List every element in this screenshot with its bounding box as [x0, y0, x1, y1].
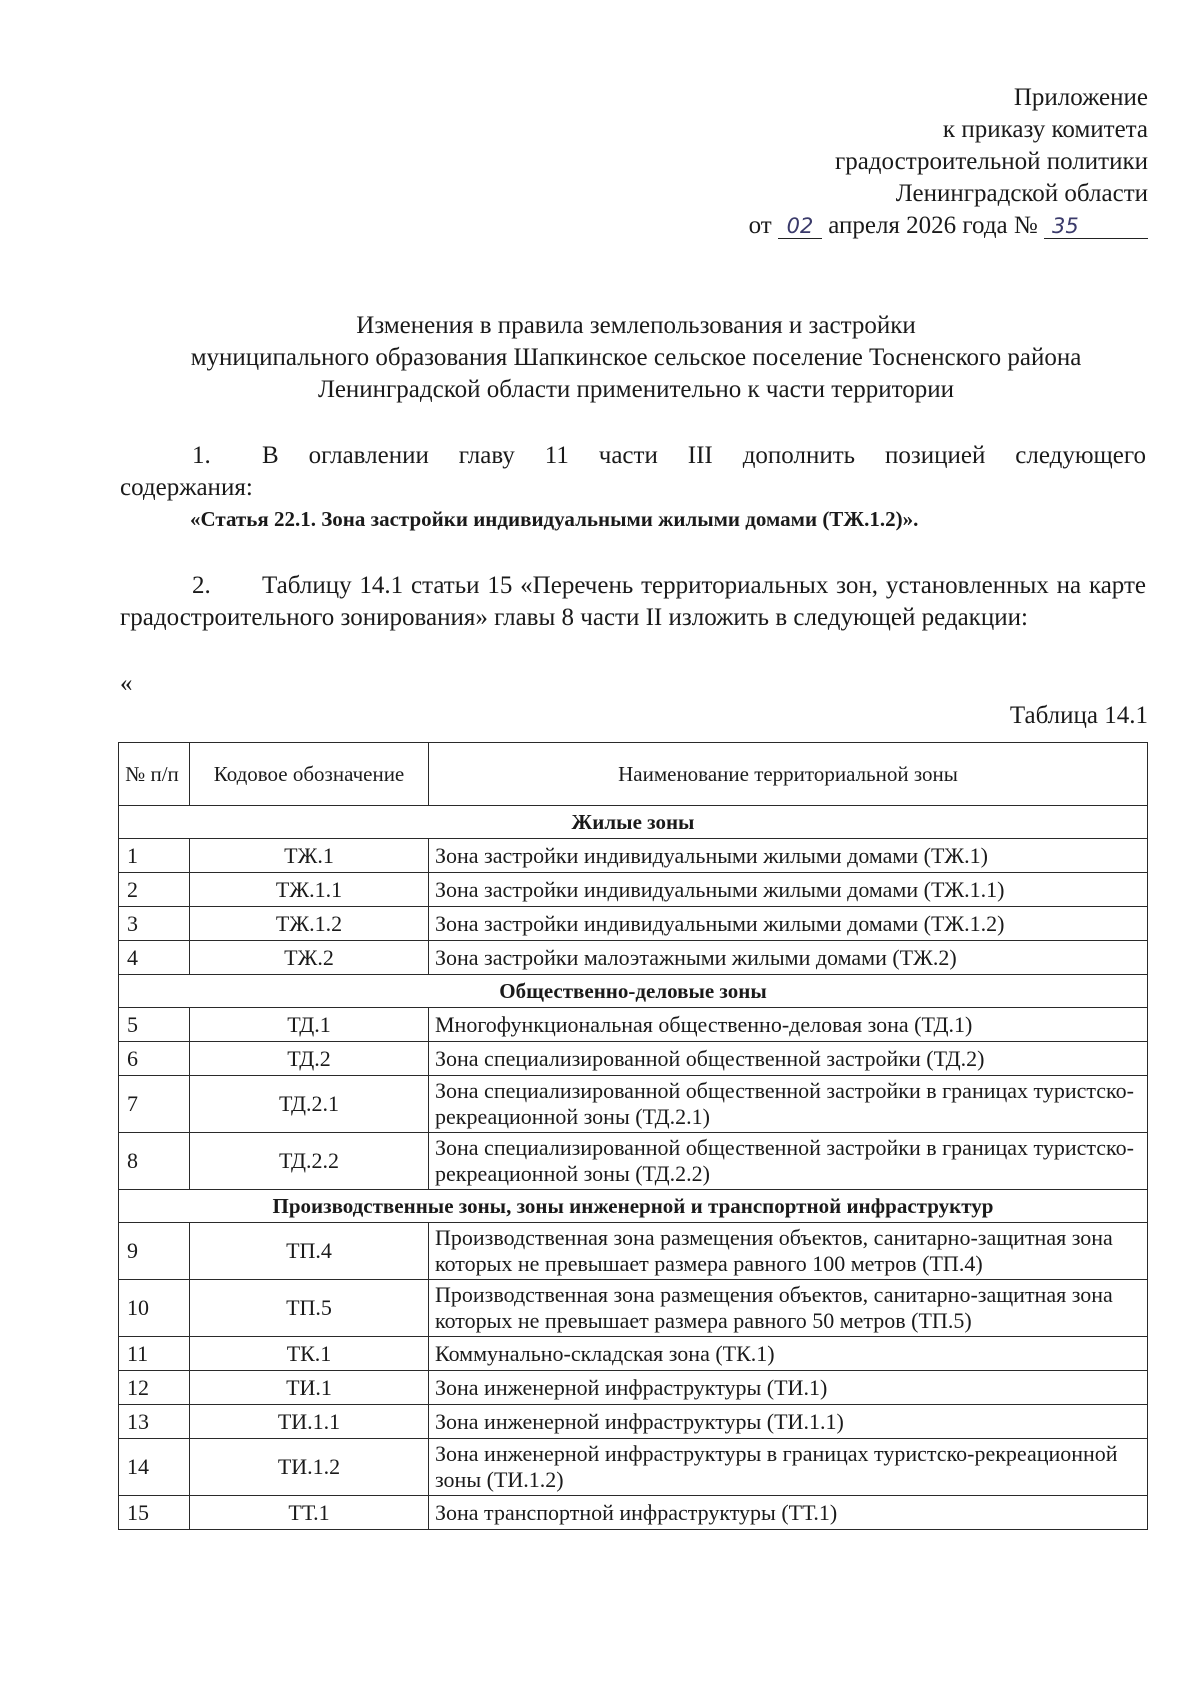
- row-number: 11: [119, 1337, 190, 1371]
- title-line-2: муниципального образования Шапкинское сельское поселение Тосненского района: [190, 344, 1082, 371]
- table-row: [119, 1042, 1148, 1076]
- table-row: [119, 1008, 1148, 1042]
- row-code: ТД.2: [190, 1042, 429, 1076]
- row-code: ТД.2.2: [190, 1133, 429, 1190]
- table-row: [119, 1133, 1148, 1190]
- row-code: ТП.4: [190, 1223, 429, 1280]
- table-row: [119, 941, 1148, 975]
- title-line-3: Ленинградской области применительно к части территории: [318, 376, 954, 403]
- row-zone-name: Зона специализированной общественной застройки (ТД.2): [429, 1042, 1148, 1076]
- header-num: № п/п: [119, 743, 190, 806]
- table-row: [119, 1405, 1148, 1439]
- row-zone-name: Зона застройки индивидуальными жилыми домами (ТЖ.1.1): [429, 873, 1148, 907]
- row-code: ТИ.1.1: [190, 1405, 429, 1439]
- table-row: [119, 1280, 1148, 1337]
- table-row: [119, 1337, 1148, 1371]
- date-middle: апреля 2026 года №: [828, 212, 1038, 239]
- row-number: 1: [119, 839, 190, 873]
- row-code: ТИ.1.2: [190, 1439, 429, 1496]
- table-row: [119, 839, 1148, 873]
- section-row: [119, 806, 1148, 839]
- section-title: Производственные зоны, зоны инженерной и транспортной инфраструктур: [119, 1190, 1148, 1223]
- row-zone-name: Зона инженерной инфраструктуры (ТИ.1.1): [429, 1405, 1148, 1439]
- paragraph-2: [120, 570, 1146, 634]
- order-number-handwritten: 35: [1044, 214, 1148, 239]
- row-number: 12: [119, 1371, 190, 1405]
- row-number: 13: [119, 1405, 190, 1439]
- row-number: 3: [119, 907, 190, 941]
- section-title: Общественно-деловые зоны: [119, 975, 1148, 1008]
- header-date-line: [749, 210, 1148, 242]
- paragraph-2-text: Таблицу 14.1 статьи 15 «Перечень территориальных зон, установленных на карте градостроительного зонирования» главы 8 части II изложить в следующей редакции:: [120, 572, 1146, 631]
- table-row: [119, 1439, 1148, 1496]
- paragraph-1-text: В оглавлении главу 11 части III дополнить позицией следующего содержания:: [120, 442, 1146, 501]
- zones-table: [118, 742, 1148, 1530]
- paragraph-1-number: 1.: [192, 442, 211, 469]
- date-prefix: от: [748, 212, 772, 239]
- row-zone-name: Зона инженерной инфраструктуры в границах туристско-рекреационной зоны (ТИ.1.2): [429, 1439, 1148, 1496]
- paragraph-1: [120, 440, 1146, 504]
- row-number: 14: [119, 1439, 190, 1496]
- row-zone-name: Зона специализированной общественной застройки в границах туристско-рекреационной зоны (ТД.2.2): [429, 1133, 1148, 1190]
- paragraph-1-bold-insert: «Статья 22.1. Зона застройки индивидуальными жилыми домами (ТЖ.1.2)».: [190, 507, 919, 531]
- appendix-header: [749, 82, 1148, 242]
- row-number: 5: [119, 1008, 190, 1042]
- row-code: ТД.2.1: [190, 1076, 429, 1133]
- table-header-row: [119, 743, 1148, 806]
- row-number: 15: [119, 1496, 190, 1530]
- date-day-handwritten: 02: [778, 214, 822, 239]
- opening-quote: «: [120, 670, 133, 697]
- row-number: 7: [119, 1076, 190, 1133]
- row-number: 2: [119, 873, 190, 907]
- row-code: ТД.1: [190, 1008, 429, 1042]
- row-code: ТТ.1: [190, 1496, 429, 1530]
- row-number: 4: [119, 941, 190, 975]
- document-title: [100, 310, 1172, 406]
- table-row: [119, 907, 1148, 941]
- header-code: Кодовое обозначение: [190, 743, 429, 806]
- section-row: [119, 1190, 1148, 1223]
- row-code: ТК.1: [190, 1337, 429, 1371]
- table-row: [119, 1076, 1148, 1133]
- row-zone-name: Производственная зона размещения объектов, санитарно-защитная зона которых не превышает размера равного 100 метров (ТП.4): [429, 1223, 1148, 1280]
- row-code: ТЖ.1.2: [190, 907, 429, 941]
- table-row: [119, 1223, 1148, 1280]
- row-zone-name: Многофункциональная общественно-деловая зона (ТД.1): [429, 1008, 1148, 1042]
- row-code: ТП.5: [190, 1280, 429, 1337]
- table-body: [119, 806, 1148, 1530]
- row-zone-name: Зона транспортной инфраструктуры (ТТ.1): [429, 1496, 1148, 1530]
- row-zone-name: Зона застройки индивидуальными жилыми домами (ТЖ.1): [429, 839, 1148, 873]
- row-code: ТЖ.2: [190, 941, 429, 975]
- row-code: ТЖ.1.1: [190, 873, 429, 907]
- row-number: 6: [119, 1042, 190, 1076]
- row-number: 8: [119, 1133, 190, 1190]
- header-line-3: градостроительной политики: [834, 148, 1148, 175]
- section-row: [119, 975, 1148, 1008]
- title-line-1: Изменения в правила землепользования и застройки: [356, 312, 916, 339]
- paragraph-2-number: 2.: [192, 572, 211, 599]
- header-name: Наименование территориальной зоны: [429, 743, 1148, 806]
- row-zone-name: Производственная зона размещения объектов, санитарно-защитная зона которых не превышает размера равного 50 метров (ТП.5): [429, 1280, 1148, 1337]
- header-line-4: Ленинградской области: [895, 180, 1148, 207]
- row-zone-name: Зона застройки малоэтажными жилыми домами (ТЖ.2): [429, 941, 1148, 975]
- row-code: ТИ.1: [190, 1371, 429, 1405]
- table-row: [119, 1496, 1148, 1530]
- row-code: ТЖ.1: [190, 839, 429, 873]
- row-zone-name: Зона застройки индивидуальными жилыми домами (ТЖ.1.2): [429, 907, 1148, 941]
- row-zone-name: Зона специализированной общественной застройки в границах туристско-рекреационной зоны (ТД.2.1): [429, 1076, 1148, 1133]
- table-row: [119, 873, 1148, 907]
- table-row: [119, 1371, 1148, 1405]
- row-zone-name: Зона инженерной инфраструктуры (ТИ.1): [429, 1371, 1148, 1405]
- row-number: 10: [119, 1280, 190, 1337]
- header-line-1: Приложение: [1013, 84, 1148, 111]
- row-zone-name: Коммунально-складская зона (ТК.1): [429, 1337, 1148, 1371]
- row-number: 9: [119, 1223, 190, 1280]
- section-title: Жилые зоны: [119, 806, 1148, 839]
- table-caption: Таблица 14.1: [1009, 702, 1148, 729]
- header-line-2: к приказу комитета: [942, 116, 1148, 143]
